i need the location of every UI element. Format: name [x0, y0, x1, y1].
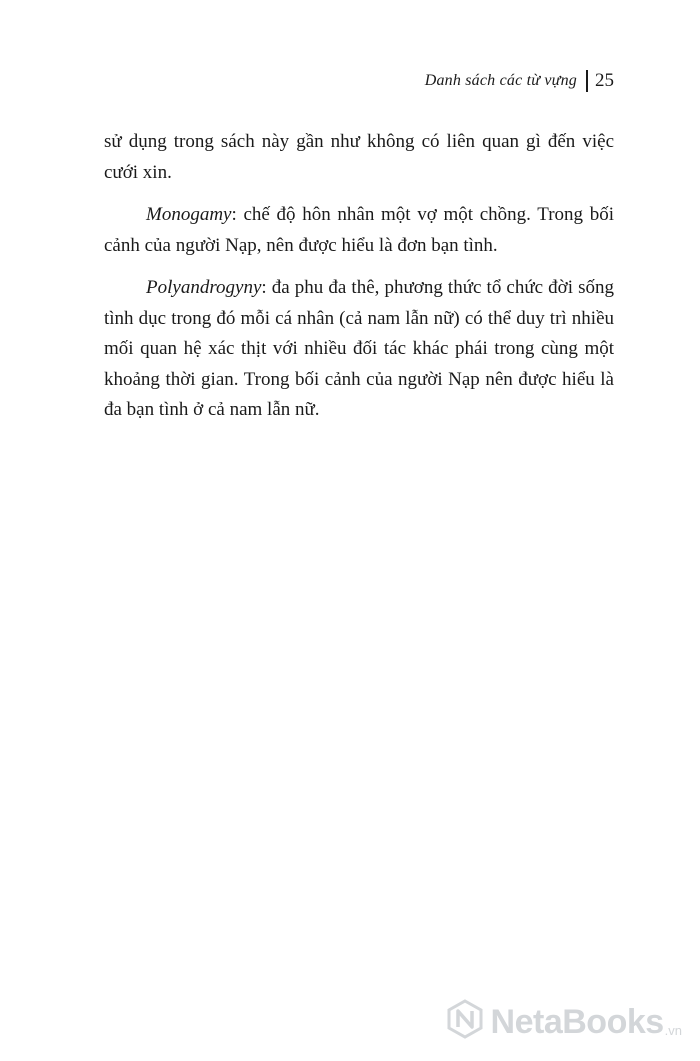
page-body: [104, 127, 614, 438]
netabooks-logo-icon: [445, 999, 485, 1039]
running-header: [425, 70, 614, 92]
running-title: Danh sách các từ vựng: [424, 72, 577, 89]
glossary-definition-polyandrogyny: : đa phu đa thê, phương thức tổ chức đời sống tình dục trong đó mỗi cá nhân (cả nam lẫn nữ) có thể duy trì nhiều mối quan hệ xác thịt với nhiều đối tác khác phái trong cùng một khoảng thời gian. Trong bối cảnh của người Nạp nên được hiểu là đa bạn tình ở cả nam lẫn nữ.: [104, 277, 614, 420]
glossary-definition-monogamy: : chế độ hôn nhân một vợ một chồng. Trong bối cảnh của người Nạp, nên được hiểu là đơn bạn tình.: [104, 204, 614, 256]
glossary-term-polyandrogyny: Polyandrogyny: [146, 277, 262, 298]
glossary-term-monogamy: Monogamy: [146, 204, 232, 225]
paragraph-continuation: [104, 127, 614, 188]
watermark-tld: .vn: [664, 1023, 682, 1038]
glossary-entry-monogamy: [104, 200, 614, 261]
paragraph-continuation-text: sử dụng trong sách này gần như không có liên quan gì đến việc cưới xin.: [104, 131, 614, 183]
page-number: 25: [595, 70, 614, 91]
glossary-entry-polyandrogyny: [104, 273, 614, 426]
header-divider: [586, 70, 588, 92]
watermark: [445, 999, 682, 1039]
watermark-name: NetaBooks: [490, 1003, 664, 1041]
